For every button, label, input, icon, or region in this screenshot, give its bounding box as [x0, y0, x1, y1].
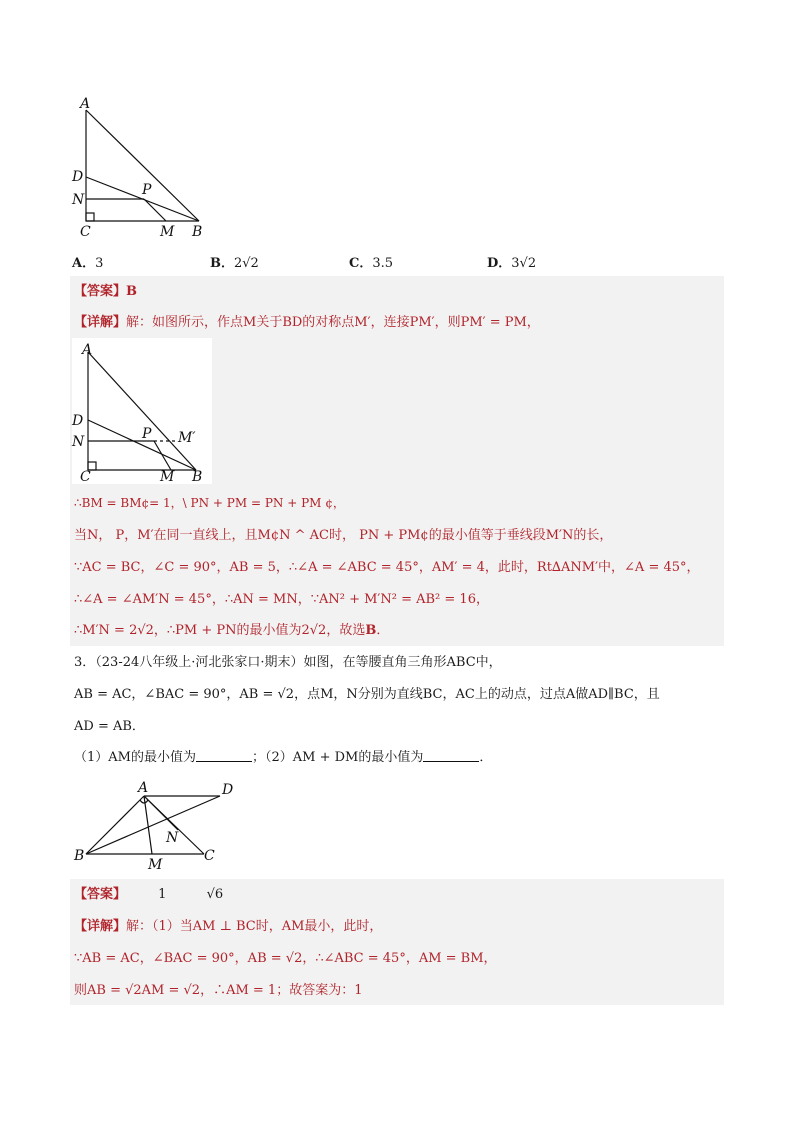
q3-text2: AB = AC，∠BAC = 90°，AB = √2，点M，N分别为直线BC，AC上的动点，过点A做AD∥BC，且 [74, 687, 660, 702]
option-b: B．2√2 [210, 256, 259, 271]
figure-2 [68, 338, 218, 484]
q3-detail2: ∵AB = AC，∠BAC = 90°，AB = √2，∴∠ABC = 45°，AM = BM， [74, 951, 497, 966]
q2-line3: 当N， P，M′在同一直线上，且M¢N ^ AC时， PN + PM¢的最小值等于垂线段M′N的长， [74, 528, 613, 543]
figure-1 [66, 96, 216, 242]
fig2-label-n: N [72, 434, 85, 450]
q3-detail1: 【详解】解：（1）当AM ⊥ BC时，AM最小，此时， [74, 919, 383, 934]
fig1-label-n: N [72, 192, 85, 208]
q3-answer: 【答案】 1 √6 [74, 887, 224, 902]
fig2-label-m-prime: M′ [178, 430, 196, 446]
q3-subquestions: （1）AM的最小值为 ；（2）AM + DM的最小值为 ． [74, 750, 493, 765]
fig2-label-c: C [80, 469, 91, 484]
q3-detail3: 则AB = √2AM = √2，∴AM = 1；故答案为：1 [74, 983, 363, 998]
fig3-label-d: D [222, 782, 234, 798]
figure-3 [70, 778, 240, 874]
option-a: A．3 [72, 256, 104, 271]
q2-line6: ∴M′N = 2√2，∴PM + PN的最小值为2√2，故选B． [74, 623, 390, 638]
fig2-label-m: M [160, 469, 175, 484]
fig2-label-a: A [82, 342, 93, 358]
q2-line5: ∴∠A = ∠AM′N = 45°，∴AN = MN，∵AN² + M′N² = AB² = 16， [74, 592, 489, 607]
fig2-label-b: B [192, 469, 203, 484]
fig3-label-c: C [204, 848, 215, 864]
fig1-label-c: C [80, 224, 91, 240]
q2-answer: 【答案】B [74, 284, 138, 299]
fig3-label-n: N [166, 830, 179, 846]
blank-1[interactable] [196, 749, 252, 762]
fig3-label-b: B [74, 848, 85, 864]
q3-text3: AD = AB． [74, 719, 145, 734]
fig3-label-m: M [148, 857, 163, 873]
option-c: C．3.5 [349, 256, 394, 271]
fig3-label-a: A [138, 780, 149, 796]
fig1-label-a: A [80, 96, 91, 112]
q2-line2: ∴BM = BM¢= 1，\ PN + PM = PN + PM ¢， [74, 496, 345, 510]
blank-2[interactable] [423, 749, 479, 762]
q2-detail-line1: 【详解】解：如图所示，作点M关于BD的对称点M′，连接PM′，则PM′ = PM， [74, 315, 540, 330]
option-d: D．3√2 [487, 256, 537, 271]
q3-title: 3．（23-24八年级上·河北张家口·期末）如图，在等腰直角三角形ABC中， [74, 655, 502, 670]
fig1-label-p: P [142, 182, 152, 198]
fig2-label-d: D [72, 413, 84, 429]
fig1-label-d: D [72, 169, 84, 185]
fig2-label-p: P [142, 426, 152, 442]
fig1-label-b: B [192, 224, 203, 240]
fig1-label-m: M [160, 224, 175, 240]
q2-line4: ∵AC = BC，∠C = 90°，AB = 5，∴∠A = ∠ABC = 45°，AM′ = 4，此时，Rt∆ANM′中，∠A = 45°， [74, 560, 700, 575]
